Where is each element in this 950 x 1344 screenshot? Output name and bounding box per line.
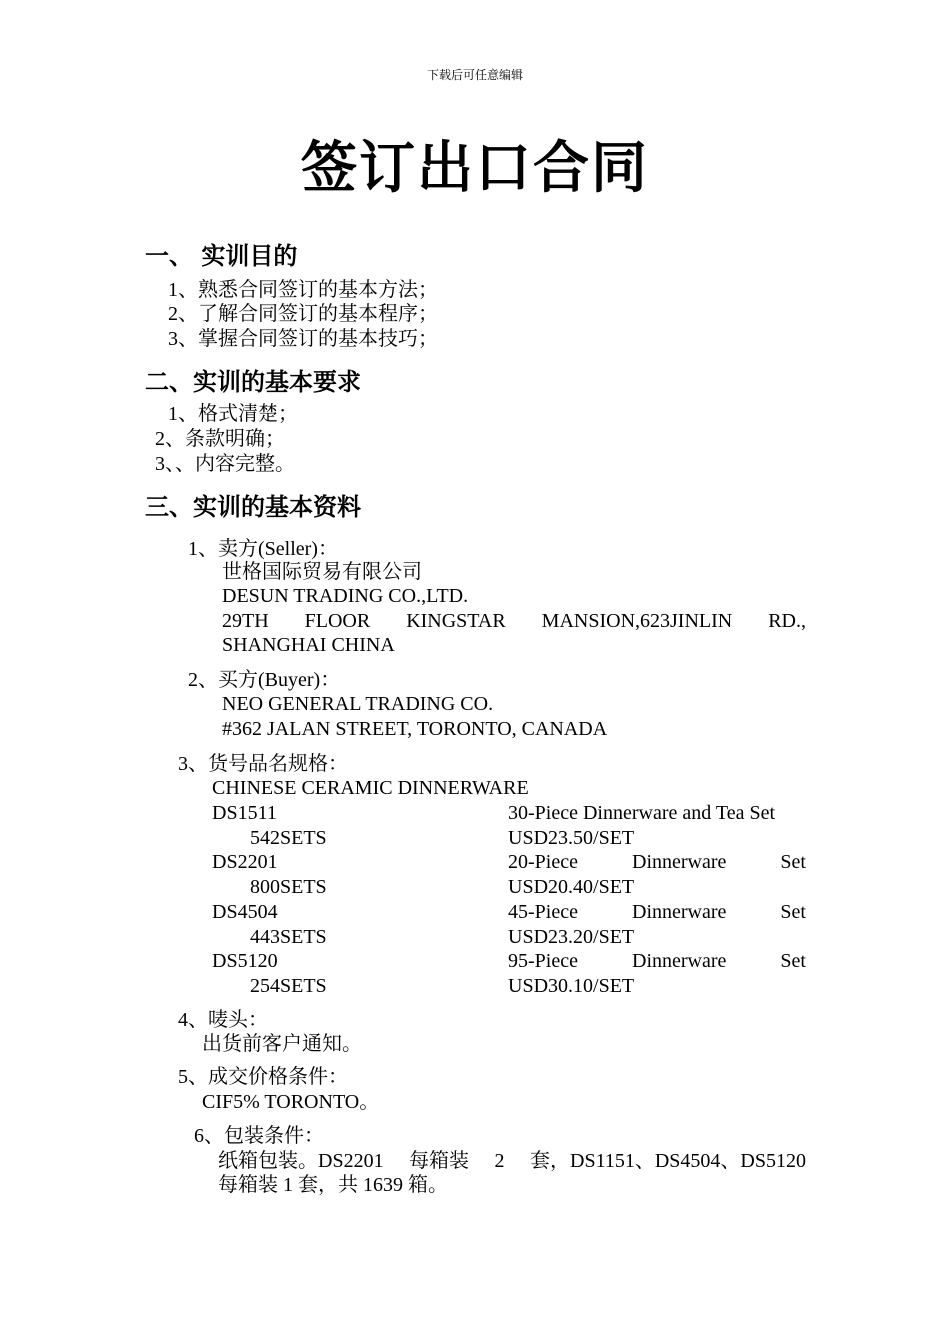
requirement-item: 3、、内容完整。 xyxy=(155,453,295,475)
requirement-item: 1、格式清楚； xyxy=(168,403,298,425)
desc-word: Set xyxy=(780,950,806,972)
header-note: 下载后可任意编辑 xyxy=(426,68,523,82)
desc-word: Set xyxy=(780,901,806,923)
goods-label: 3、货号品名规格： xyxy=(178,753,348,775)
item-quantity: 254SETS xyxy=(250,975,327,997)
item-description: 30-Piece Dinnerware and Tea Set xyxy=(508,802,776,824)
item-price: USD23.20/SET xyxy=(508,926,635,948)
objective-item: 3、掌握合同签订的基本技巧； xyxy=(168,328,438,350)
item-quantity: 800SETS xyxy=(250,876,327,898)
address-word: KINGSTAR xyxy=(406,610,506,632)
packing-word: 纸箱包装。DS2201 xyxy=(218,1150,384,1172)
packing-line1 xyxy=(218,1149,806,1174)
buyer-name: NEO GENERAL TRADING CO. xyxy=(222,693,494,715)
address-word: RD., xyxy=(768,610,806,632)
section-heading-materials: 三、实训的基本资料 xyxy=(145,492,361,521)
desc-word: 95-Piece xyxy=(508,950,578,972)
price-terms-label: 5、成交价格条件： xyxy=(178,1066,348,1088)
address-word: FLOOR xyxy=(304,610,371,632)
packing-line2: 每箱装 1 套，共 1639 箱。 xyxy=(218,1174,448,1196)
objective-item: 2、了解合同签订的基本程序； xyxy=(168,303,438,325)
seller-label: 1、卖方(Seller)： xyxy=(188,538,338,560)
address-word: 29TH xyxy=(222,610,269,632)
item-quantity: 542SETS xyxy=(250,827,327,849)
desc-word: 45-Piece xyxy=(508,901,578,923)
desc-word: Set xyxy=(780,851,806,873)
packing-word: 2 xyxy=(494,1150,505,1172)
item-price: USD20.40/SET xyxy=(508,876,635,898)
address-word: MANSION,623JINLIN xyxy=(541,610,733,632)
item-description xyxy=(508,850,806,875)
item-code: DS2201 xyxy=(212,851,278,873)
item-description xyxy=(508,900,806,925)
requirement-item: 2、条款明确； xyxy=(155,428,285,450)
seller-name-cn: 世格国际贸易有限公司 xyxy=(222,561,422,583)
item-code: DS5120 xyxy=(212,950,278,972)
seller-address-line2: SHANGHAI CHINA xyxy=(222,634,395,656)
item-quantity: 443SETS xyxy=(250,926,327,948)
objective-item: 1、熟悉合同签订的基本方法； xyxy=(168,279,438,301)
desc-word: Dinnerware xyxy=(632,901,727,923)
desc-word: Dinnerware xyxy=(632,950,727,972)
section-heading-requirements: 二、实训的基本要求 xyxy=(145,367,361,396)
buyer-label: 2、买方(Buyer)： xyxy=(188,669,341,691)
desc-word: Dinnerware xyxy=(632,851,727,873)
marks-value: 出货前客户通知。 xyxy=(202,1033,362,1055)
buyer-address: #362 JALAN STREET, TORONTO, CANADA xyxy=(222,718,608,740)
seller-address-line1 xyxy=(222,609,806,634)
section-heading-objectives: 一、 实训目的 xyxy=(145,241,298,270)
packing-word: 套，DS1151、DS4504、DS5120 xyxy=(530,1150,806,1172)
packing-label: 6、包装条件： xyxy=(194,1125,324,1147)
seller-name-en: DESUN TRADING CO.,LTD. xyxy=(222,585,469,607)
marks-label: 4、唛头： xyxy=(178,1009,268,1031)
item-code: DS1511 xyxy=(212,802,277,824)
goods-category: CHINESE CERAMIC DINNERWARE xyxy=(212,777,529,799)
packing-word: 每箱装 xyxy=(409,1150,470,1172)
desc-word: 20-Piece xyxy=(508,851,578,873)
page-title: 签订出口合同 xyxy=(301,135,649,201)
item-price: USD23.50/SET xyxy=(508,827,635,849)
price-terms-value: CIF5% TORONTO。 xyxy=(202,1091,380,1113)
item-code: DS4504 xyxy=(212,901,278,923)
item-description xyxy=(508,949,806,974)
item-price: USD30.10/SET xyxy=(508,975,635,997)
